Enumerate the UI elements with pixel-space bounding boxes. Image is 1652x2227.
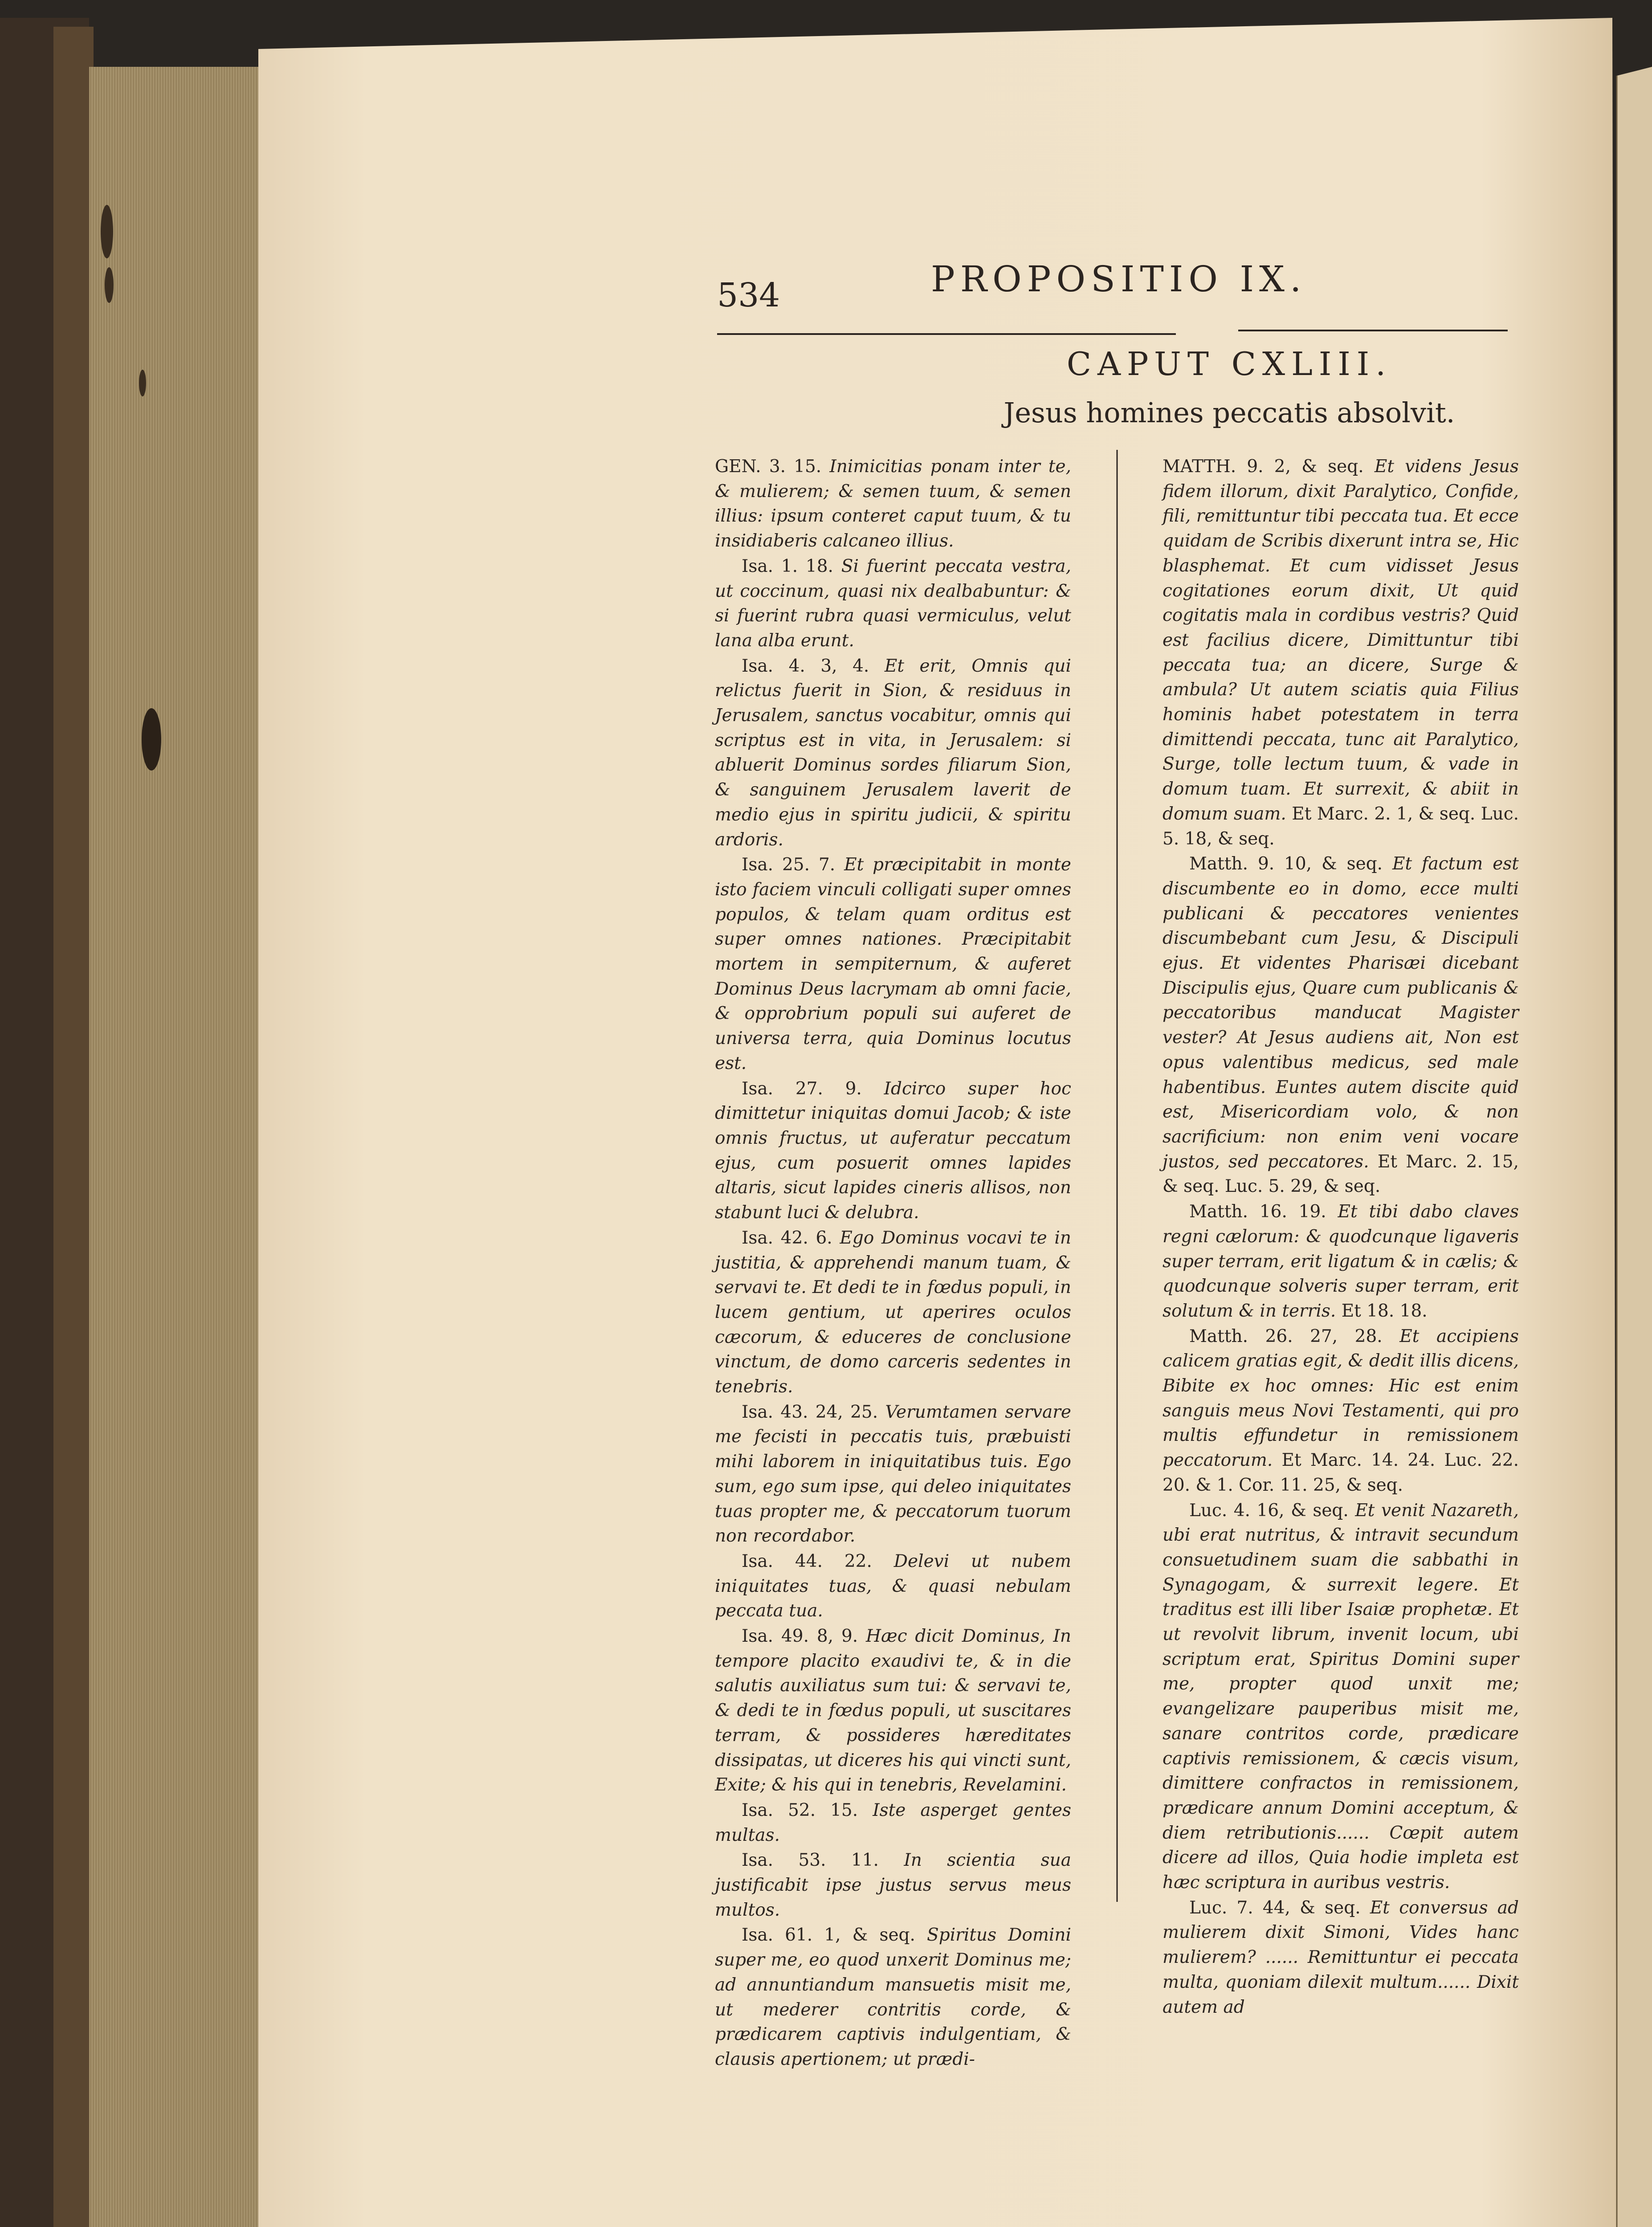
entry — [715, 1549, 1071, 1623]
entry — [1163, 1498, 1519, 1895]
entry-reference: Luc. 7. 44, & seq. — [1189, 1897, 1361, 1918]
left-column — [715, 454, 1071, 2072]
right-column — [1163, 454, 1519, 2020]
chapter-title: CAPUT CXLIII. — [1066, 345, 1392, 383]
entry-reference: Isa. 27. 9. — [742, 1078, 862, 1099]
entry-text: Et videns Jesus fidem illorum, dixit Paralytico, Confide, fili, remittuntur tibi peccata tua. Et ecce quidam de Scribis dixerunt intra se, Hic blasphemat. Et cum vidisset Jesus cogitationes eorum dixit, Ut quid cogitatis mala in cordibus vestris? Quid est facilius dicere, Dimittuntur tibi peccata tua; an dicere, Surge & ambula? Ut autem sciatis quia Filius hominis habet potestatem in terra dimittendi peccata, tunc ait Paralytico, Surge, tolle lectum tuum, & vade in domum tuam. Et surrexit, & abiit in domum suam. — [1163, 457, 1519, 824]
entry-crossref: Et 18. 18. — [1341, 1301, 1428, 1321]
entry-text: Et factum est discumbente eo in domo, ecce multi publicani & peccatores venientes discumbebant cum Jesu, & Discipuli ejus. Et videntes Pharisæi dicebant Discipulis ejus, Quare cum publicanis & peccatoribus manducat Magister vester? At Jesus audiens ait, Non est opus valentibus medicus, sed male habentibus. Euntes autem discite quid est, Misericordiam volo, & non sacrificium: non enim veni vocare justos, sed peccatores. — [1163, 854, 1519, 1172]
entry-reference: Isa. 49. 8, 9. — [742, 1626, 858, 1647]
entry — [715, 1848, 1071, 1922]
entry — [715, 1400, 1071, 1549]
entry-reference: Isa. 52. 15. — [742, 1800, 858, 1820]
entry-text: Et conversus ad mulierem dixit Simoni, Vides hanc mulierem? ...... Remittuntur ei peccata multa, quoniam dilexit multum...... Dixit autem ad — [1163, 1897, 1519, 2017]
stain — [142, 708, 161, 771]
entry-text: In scientia sua justificabit ipse justus servus meus multos. — [715, 1850, 1072, 1920]
entry-text: Ego Dominus vocavi te in justitia, & apprehendi manum tuam, & servavi te. Et dedi te in fœdus populi, in lucem gentium, ut aperires oculos cæcorum, & educeres de conclusione vinctum, de domo carceris sedentes in tenebris. — [715, 1228, 1071, 1397]
entry — [715, 654, 1071, 852]
entry-reference: MATTH. 9. 2, & seq. — [1163, 457, 1364, 477]
entry-reference: Isa. 4. 3, 4. — [742, 656, 869, 676]
entry-text: Et præcipitabit in monte isto faciem vinculi colligati super omnes populos, & telam quam orditus est super omnes nationes. Præcipitabit mortem in sempiternum, & auferet Dominus Deus lacrymam ab omni facie, & opprobrium populi sui auferet de universa terra, quia Dominus locutus est. — [715, 855, 1071, 1073]
stain — [105, 267, 114, 303]
entry-reference: Luc. 4. 16, & seq. — [1189, 1500, 1349, 1521]
entry-text: Iste asperget gentes multas. — [715, 1800, 1071, 1845]
entry — [715, 1923, 1071, 2072]
entry-text: Si fuerint peccata vestra, ut coccinum, quasi nix dealbabuntur: & si fuerint rubra quasi vermiculus, velut lana alba erunt. — [715, 556, 1071, 651]
entry-crossref: Et Marc. 2. 15, & seq. Luc. 5. 29, & seq. — [1163, 1151, 1519, 1197]
entry-reference: Matth. 26. 27, 28. — [1189, 1326, 1383, 1346]
entry-text: Spiritus Domini super me, eo quod unxerit Dominus me; ad annuntiandum mansuetis misit me, ut mederer contritis corde, & prædicarem captivis indulgentiam, & clausis apertionem; ut prædi- — [715, 1925, 1071, 2069]
chapter-subtitle: Jesus homines peccatis absolvit. — [1003, 396, 1455, 429]
entry-text: Hæc dicit Dominus, In tempore placito exaudivi te, & in die salutis auxiliatus sum tui: & servavi te, & dedi te in fœdus populi, ut suscitares terram, & possideres hæreditates dissipatas, ut diceres his qui vincti sunt, Exite; & his qui in tenebris, Revelamini. — [715, 1626, 1071, 1795]
entry — [715, 1077, 1071, 1225]
entry — [715, 852, 1071, 1076]
entry-text: Et venit Nazareth, ubi erat nutritus, & intravit secundum consuetudinem suam die sabbathi in Synagogam, & surrexit legere. Et traditus est illi liber Isaiæ prophetæ. Et ut revolvit librum, invenit locum, ubi scriptum erat, Spiritus Domini super me, propter quod unxit me; evangelizare pauperibus misit me, sanare contritos corde, prædicare captivis remissionem, & cæcis visum, dimittere confractos in remissionem, prædicare annum Domini acceptum, & diem retributionis...... Cœpit autem dicere ad illos, Quia hodie impleta est hæc scriptura in auribus vestris. — [1163, 1500, 1519, 1893]
entry-text: Verumtamen servare me fecisti in peccatis tuis, præbuisti mihi laborem in iniquitatibus tuis. Ego sum, ego sum ipse, qui deleo iniquitates tuas propter me, & peccatorum tuorum non recordabor. — [715, 1402, 1071, 1546]
entry-text: Et tibi dabo claves regni cælorum: & quodcunque ligaveris super terram, erit ligatum & in cælis; & quodcunque solveris super terram, erit solutum & in terris. — [1163, 1202, 1519, 1321]
entry — [715, 1226, 1071, 1399]
entry-reference: Isa. 42. 6. — [742, 1228, 832, 1248]
entry-reference: Isa. 1. 18. — [742, 556, 833, 576]
entry-text: Delevi ut nubem iniquitates tuas, & quasi nebulam peccata tua. — [715, 1551, 1071, 1621]
entry-text: Et accipiens calicem gratias egit, & dedit illis dicens, Bibite ex hoc omnes: Hic est enim sanguis meus Novi Testamenti, qui pro multis effundetur in remissionem peccatorum. — [1163, 1326, 1519, 1471]
entry — [715, 1798, 1071, 1848]
entry-crossref: Et Marc. 2. 1, & seq. Luc. 5. 18, & seq. — [1163, 804, 1519, 849]
entry — [1163, 1896, 1519, 2020]
entry-reference: Matth. 16. 19. — [1189, 1202, 1326, 1222]
stain — [101, 205, 113, 258]
entry-reference: Matth. 9. 10, & seq. — [1189, 854, 1383, 874]
entry — [1163, 852, 1519, 1199]
entry — [1163, 454, 1519, 851]
book-binding — [53, 27, 94, 2227]
entry-reference: Isa. 61. 1, & seq. — [742, 1925, 915, 1946]
entry-reference: Isa. 53. 11. — [742, 1850, 879, 1871]
page-number: 534 — [717, 276, 780, 314]
entry — [715, 454, 1071, 554]
entry-crossref: Et Marc. 14. 24. Luc. 22. 20. & 1. Cor. 11. 25, & seq. — [1163, 1450, 1519, 1495]
entry-reference: Isa. 43. 24, 25. — [742, 1402, 878, 1422]
entry-text: Et erit, Omnis qui relictus fuerit in Sion, & residuus in Jerusalem, sanctus vocabitur, omnis qui scriptus est in vita, in Jerusalem: si abluerit Dominus sordes filiarum Sion, & sanguinem Jerusalem laverit de medio ejus in spiritu judicii, & spiritu ardoris. — [715, 656, 1071, 850]
page-edges — [89, 67, 258, 2227]
entry-reference: GEN. 3. 15. — [715, 457, 822, 477]
entry-reference: Isa. 25. 7. — [742, 855, 836, 875]
entry — [1163, 1324, 1519, 1498]
entry — [1163, 1199, 1519, 1324]
entry-reference: Isa. 44. 22. — [742, 1551, 872, 1571]
entry — [715, 1624, 1071, 1798]
next-page-sliver — [1617, 67, 1652, 2227]
entry-text: Inimicitias ponam inter te, & mulierem; & semen tuum, & semen illius: ipsum conteret caput tuum, & tu insidiaberis calcaneo illius. — [715, 457, 1071, 551]
running-head: PROPOSITIO IX. — [931, 258, 1307, 300]
entry — [715, 554, 1071, 653]
entry-text: Idcirco super hoc dimittetur iniquitas domui Jacob; & iste omnis fructus, ut auferatur peccatum ejus, cum posuerit omnes lapides altaris, sicut lapides cineris allisos, non stabunt luci & delubra. — [715, 1078, 1071, 1223]
stain — [139, 370, 146, 396]
